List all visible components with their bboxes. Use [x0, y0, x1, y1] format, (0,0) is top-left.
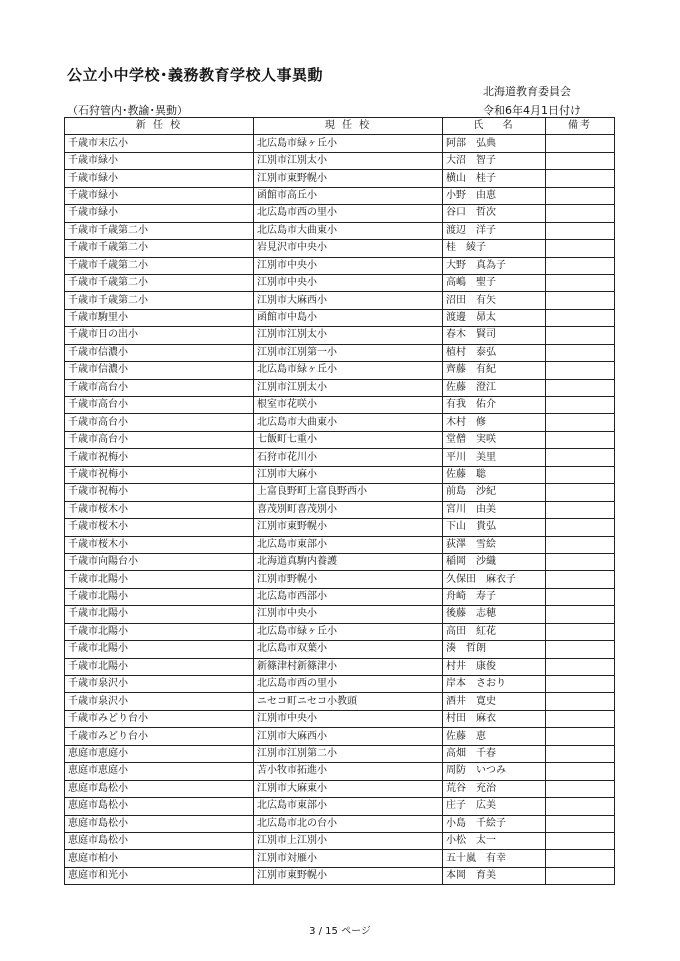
table-row: [65, 798, 615, 815]
remarks-cell: [546, 641, 615, 658]
table-row: [65, 658, 615, 675]
remarks-cell: [546, 274, 615, 291]
name-cell: 高田 紅花: [443, 623, 546, 640]
personnel-table: [64, 117, 615, 885]
name-cell: 渡辺 洋子: [443, 222, 546, 239]
remarks-cell: [546, 745, 615, 762]
remarks-cell: [546, 553, 615, 570]
column-header-current-school: 現 任 校: [254, 118, 443, 135]
current-school-cell: 江別市東野幌小: [254, 170, 443, 187]
remarks-cell: [546, 222, 615, 239]
name-cell: 渡邊 昴太: [443, 309, 546, 326]
table-row: [65, 222, 615, 239]
table-row: [65, 397, 615, 414]
new-school-cell: 千歳市桜木小: [65, 501, 254, 518]
current-school-cell: 北広島市大曲東小: [254, 414, 443, 431]
new-school-cell: 恵庭市島松小: [65, 798, 254, 815]
current-school-cell: 苫小牧市拓進小: [254, 763, 443, 780]
table-row: [65, 414, 615, 431]
current-school-cell: 江別市上江別小: [254, 832, 443, 849]
remarks-cell: [546, 431, 615, 448]
new-school-cell: 千歳市千歳第二小: [65, 292, 254, 309]
current-school-cell: 江別市江別第二小: [254, 745, 443, 762]
current-school-cell: 喜茂別町喜茂別小: [254, 501, 443, 518]
name-cell: 佐藤 澄江: [443, 379, 546, 396]
table-header-row: [65, 118, 615, 135]
remarks-cell: [546, 710, 615, 727]
table-row: [65, 850, 615, 867]
name-cell: 大野 真為子: [443, 257, 546, 274]
table-row: [65, 379, 615, 396]
remarks-cell: [546, 344, 615, 361]
table-row: [65, 728, 615, 745]
remarks-cell: [546, 327, 615, 344]
new-school-cell: 千歳市高台小: [65, 379, 254, 396]
remarks-cell: [546, 676, 615, 693]
name-cell: 佐藤 聡: [443, 466, 546, 483]
remarks-cell: [546, 571, 615, 588]
current-school-cell: 根室市花咲小: [254, 397, 443, 414]
new-school-cell: 恵庭市島松小: [65, 832, 254, 849]
remarks-cell: [546, 187, 615, 204]
new-school-cell: 千歳市日の出小: [65, 327, 254, 344]
current-school-cell: 江別市東野幌小: [254, 867, 443, 884]
new-school-cell: 千歳市北陽小: [65, 641, 254, 658]
current-school-cell: 北広島市北の台小: [254, 815, 443, 832]
current-school-cell: 江別市大麻西小: [254, 728, 443, 745]
table-row: [65, 745, 615, 762]
name-cell: 木村 修: [443, 414, 546, 431]
name-cell: 横山 桂子: [443, 170, 546, 187]
table-row: [65, 484, 615, 501]
current-school-cell: 江別市中央小: [254, 257, 443, 274]
table-row: [65, 362, 615, 379]
table-row: [65, 152, 615, 169]
name-cell: 湊 哲朗: [443, 641, 546, 658]
page-number: 3 / 15 ページ: [309, 926, 371, 937]
column-header-new-school: 新 任 校: [65, 118, 254, 135]
current-school-cell: 江別市大麻小: [254, 466, 443, 483]
new-school-cell: 千歳市高台小: [65, 414, 254, 431]
current-school-cell: 江別市野幌小: [254, 571, 443, 588]
new-school-cell: 恵庭市島松小: [65, 780, 254, 797]
column-header-remarks: 備考: [546, 118, 615, 135]
name-cell: 村井 康俊: [443, 658, 546, 675]
current-school-cell: 江別市大麻西小: [254, 292, 443, 309]
name-cell: 大沼 智子: [443, 152, 546, 169]
new-school-cell: 恵庭市柏小: [65, 850, 254, 867]
remarks-cell: [546, 536, 615, 553]
name-cell: 稲岡 沙織: [443, 553, 546, 570]
remarks-cell: [546, 850, 615, 867]
name-cell: 谷口 哲次: [443, 205, 546, 222]
name-cell: 小野 由恵: [443, 187, 546, 204]
new-school-cell: 千歳市駒里小: [65, 309, 254, 326]
table-row: [65, 501, 615, 518]
current-school-cell: 上富良野町上富良野西小: [254, 484, 443, 501]
current-school-cell: 新篠津村新篠津小: [254, 658, 443, 675]
table-row: [65, 710, 615, 727]
table-row: [65, 641, 615, 658]
new-school-cell: 千歳市緑小: [65, 152, 254, 169]
name-cell: 前島 沙紀: [443, 484, 546, 501]
remarks-cell: [546, 693, 615, 710]
new-school-cell: 千歳市北陽小: [65, 588, 254, 605]
remarks-cell: [546, 309, 615, 326]
table-row: [65, 867, 615, 884]
current-school-cell: 北広島市緑ヶ丘小: [254, 362, 443, 379]
new-school-cell: 千歳市桜木小: [65, 536, 254, 553]
current-school-cell: 函館市高丘小: [254, 187, 443, 204]
current-school-cell: 北広島市大曲東小: [254, 222, 443, 239]
new-school-cell: 千歳市向陽台小: [65, 553, 254, 570]
table-row: [65, 292, 615, 309]
remarks-cell: [546, 832, 615, 849]
remarks-cell: [546, 606, 615, 623]
name-cell: 五十嵐 有幸: [443, 850, 546, 867]
new-school-cell: 千歳市信濃小: [65, 362, 254, 379]
table-row: [65, 205, 615, 222]
table-row: [65, 623, 615, 640]
name-cell: 桂 綾子: [443, 240, 546, 257]
new-school-cell: 千歳市北陽小: [65, 571, 254, 588]
table-row: [65, 449, 615, 466]
new-school-cell: 千歳市千歳第二小: [65, 257, 254, 274]
new-school-cell: 千歳市千歳第二小: [65, 240, 254, 257]
column-header-name: 氏 名: [443, 118, 546, 135]
page-title: 公立小中学校･義務教育学校人事異動: [67, 66, 324, 84]
table-row: [65, 519, 615, 536]
current-school-cell: 江別市江別太小: [254, 379, 443, 396]
remarks-cell: [546, 501, 615, 518]
table-row: [65, 763, 615, 780]
table-row: [65, 274, 615, 291]
remarks-cell: [546, 588, 615, 605]
current-school-cell: 函館市中島小: [254, 309, 443, 326]
name-cell: 村田 麻衣: [443, 710, 546, 727]
new-school-cell: 千歳市北陽小: [65, 658, 254, 675]
table-row: [65, 588, 615, 605]
current-school-cell: 江別市大麻東小: [254, 780, 443, 797]
remarks-cell: [546, 798, 615, 815]
new-school-cell: 千歳市祝梅小: [65, 449, 254, 466]
new-school-cell: 千歳市千歳第二小: [65, 274, 254, 291]
remarks-cell: [546, 135, 615, 152]
new-school-cell: 千歳市緑小: [65, 187, 254, 204]
table-row: [65, 780, 615, 797]
name-cell: 阿部 弘典: [443, 135, 546, 152]
new-school-cell: 千歳市北陽小: [65, 623, 254, 640]
name-cell: 平川 美里: [443, 449, 546, 466]
current-school-cell: 江別市江別太小: [254, 327, 443, 344]
table-row: [65, 606, 615, 623]
issuer: 北海道教育委員会: [483, 85, 571, 98]
remarks-cell: [546, 257, 615, 274]
current-school-cell: 北広島市緑ヶ丘小: [254, 135, 443, 152]
new-school-cell: 恵庭市島松小: [65, 815, 254, 832]
remarks-cell: [546, 205, 615, 222]
remarks-cell: [546, 362, 615, 379]
name-cell: 堂僧 実咲: [443, 431, 546, 448]
effective-date: 令和6年4月1日付け: [483, 104, 581, 117]
table-row: [65, 257, 615, 274]
table-row: [65, 135, 615, 152]
name-cell: 本岡 育美: [443, 867, 546, 884]
current-school-cell: 北広島市東部小: [254, 536, 443, 553]
table-row: [65, 466, 615, 483]
remarks-cell: [546, 519, 615, 536]
name-cell: 岸本 さおり: [443, 676, 546, 693]
new-school-cell: 恵庭市恵庭小: [65, 763, 254, 780]
remarks-cell: [546, 170, 615, 187]
name-cell: 植村 泰弘: [443, 344, 546, 361]
new-school-cell: 千歳市末広小: [65, 135, 254, 152]
remarks-cell: [546, 379, 615, 396]
new-school-cell: 千歳市緑小: [65, 205, 254, 222]
remarks-cell: [546, 658, 615, 675]
current-school-cell: 七飯町七重小: [254, 431, 443, 448]
current-school-cell: 石狩市花川小: [254, 449, 443, 466]
name-cell: 有我 佑介: [443, 397, 546, 414]
remarks-cell: [546, 466, 615, 483]
table-row: [65, 240, 615, 257]
new-school-cell: 千歳市桜木小: [65, 519, 254, 536]
subtitle: （石狩管内･教諭･異動）: [67, 104, 188, 117]
remarks-cell: [546, 780, 615, 797]
remarks-cell: [546, 763, 615, 780]
name-cell: 小島 千絵子: [443, 815, 546, 832]
table-row: [65, 327, 615, 344]
new-school-cell: 千歳市緑小: [65, 170, 254, 187]
new-school-cell: 千歳市祝梅小: [65, 484, 254, 501]
name-cell: 佐藤 恵: [443, 728, 546, 745]
current-school-cell: 江別市江別第一小: [254, 344, 443, 361]
current-school-cell: 北広島市西の里小: [254, 676, 443, 693]
current-school-cell: 江別市対雁小: [254, 850, 443, 867]
table-row: [65, 693, 615, 710]
name-cell: 庄子 広美: [443, 798, 546, 815]
remarks-cell: [546, 152, 615, 169]
name-cell: 宮川 由美: [443, 501, 546, 518]
remarks-cell: [546, 414, 615, 431]
remarks-cell: [546, 240, 615, 257]
current-school-cell: 江別市中央小: [254, 710, 443, 727]
current-school-cell: 北海道真駒内養護: [254, 553, 443, 570]
name-cell: 春木 賢司: [443, 327, 546, 344]
remarks-cell: [546, 397, 615, 414]
name-cell: 舟崎 寿子: [443, 588, 546, 605]
new-school-cell: 千歳市祝梅小: [65, 466, 254, 483]
remarks-cell: [546, 449, 615, 466]
name-cell: 高嶋 聖子: [443, 274, 546, 291]
current-school-cell: 江別市中央小: [254, 606, 443, 623]
current-school-cell: 北広島市西の里小: [254, 205, 443, 222]
name-cell: 周防 いつみ: [443, 763, 546, 780]
new-school-cell: 千歳市みどり台小: [65, 728, 254, 745]
remarks-cell: [546, 728, 615, 745]
name-cell: 荻澤 雪絵: [443, 536, 546, 553]
table-row: [65, 309, 615, 326]
name-cell: 高畑 千春: [443, 745, 546, 762]
table-row: [65, 676, 615, 693]
name-cell: 小松 太一: [443, 832, 546, 849]
new-school-cell: 千歳市千歳第二小: [65, 222, 254, 239]
new-school-cell: 千歳市みどり台小: [65, 710, 254, 727]
current-school-cell: 北広島市緑ヶ丘小: [254, 623, 443, 640]
new-school-cell: 千歳市高台小: [65, 431, 254, 448]
name-cell: 齊藤 有紀: [443, 362, 546, 379]
remarks-cell: [546, 484, 615, 501]
remarks-cell: [546, 867, 615, 884]
new-school-cell: 千歳市北陽小: [65, 606, 254, 623]
current-school-cell: ニセコ町ニセコ小教頭: [254, 693, 443, 710]
remarks-cell: [546, 292, 615, 309]
name-cell: 酒井 寛史: [443, 693, 546, 710]
name-cell: 荒谷 充治: [443, 780, 546, 797]
new-school-cell: 千歳市泉沢小: [65, 693, 254, 710]
new-school-cell: 千歳市信濃小: [65, 344, 254, 361]
table-row: [65, 344, 615, 361]
current-school-cell: 北広島市西部小: [254, 588, 443, 605]
table-row: [65, 815, 615, 832]
table-row: [65, 170, 615, 187]
table-row: [65, 553, 615, 570]
table-row: [65, 431, 615, 448]
remarks-cell: [546, 815, 615, 832]
new-school-cell: 恵庭市恵庭小: [65, 745, 254, 762]
name-cell: 沼田 有矢: [443, 292, 546, 309]
current-school-cell: 江別市江別太小: [254, 152, 443, 169]
name-cell: 後藤 志穂: [443, 606, 546, 623]
table-row: [65, 187, 615, 204]
current-school-cell: 江別市中央小: [254, 274, 443, 291]
current-school-cell: 北広島市東部小: [254, 798, 443, 815]
remarks-cell: [546, 623, 615, 640]
table-row: [65, 536, 615, 553]
table-row: [65, 571, 615, 588]
name-cell: 久保田 麻衣子: [443, 571, 546, 588]
current-school-cell: 岩見沢市中央小: [254, 240, 443, 257]
current-school-cell: 江別市東野幌小: [254, 519, 443, 536]
current-school-cell: 北広島市双葉小: [254, 641, 443, 658]
new-school-cell: 恵庭市和光小: [65, 867, 254, 884]
table-row: [65, 832, 615, 849]
new-school-cell: 千歳市高台小: [65, 397, 254, 414]
name-cell: 下山 貴弘: [443, 519, 546, 536]
new-school-cell: 千歳市泉沢小: [65, 676, 254, 693]
